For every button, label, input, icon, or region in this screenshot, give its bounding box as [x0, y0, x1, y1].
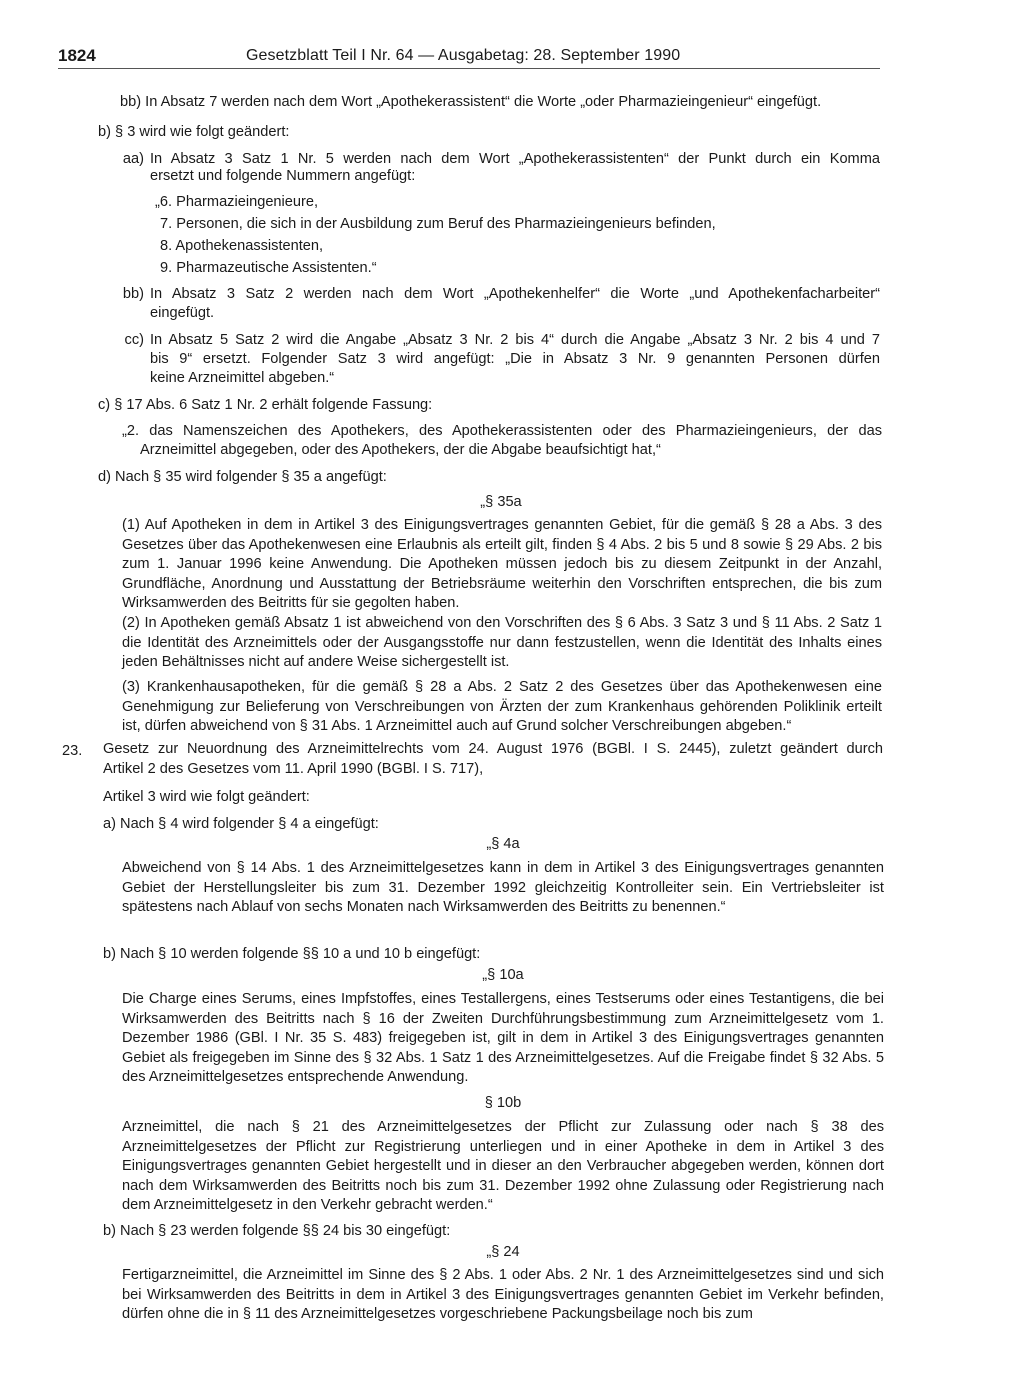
- list-item: 9. Pharmazeutische Assistenten.“: [160, 260, 377, 276]
- text-line: b) Nach § 10 werden folgende §§ 10 a und 10 b eingefügt:: [103, 946, 481, 962]
- list-item: 8. Apothekenassistenten,: [160, 238, 324, 254]
- text-line: d) Nach § 35 wird folgender § 35 a angefügt:: [98, 469, 387, 485]
- text-line: In Absatz 3 Satz 2 werden nach dem Wort „Apothekenhelfer“ die Worte „und Apothekenfacharbeiter“: [150, 286, 880, 302]
- page-number: 1824: [58, 46, 96, 65]
- paragraph: (2) In Apotheken gemäß Absatz 1 ist abweichend von den Vorschriften des § 6 Abs. 3 Satz 3 und § 11 Abs. 2 Satz 1 die Identität des Arzneimittels oder der Ausgangsstoffe nur dann festzustellen, wenn die Identität des Inhalts eines jeden Behältnisses nicht auf andere Weise sichergestellt ist.: [122, 615, 882, 671]
- item-label: cc): [124, 332, 144, 348]
- text-line: Artikel 3 wird wie folgt geändert:: [103, 789, 310, 805]
- text-line: „2. das Namenszeichen des Apothekers, des Apothekerassistenten oder des Pharmazieingenieurs, der das: [122, 423, 882, 439]
- text-line: bis 9“ ersetzt. Folgender Satz 3 wird angefügt: „Die in Absatz 3 Nr. 9 genannten Personen dürfen: [150, 351, 880, 367]
- section-heading: § 10b: [484, 1095, 522, 1111]
- paragraph: Fertigarzneimittel, die Arzneimittel im Sinne des § 2 Abs. 1 oder Abs. 2 Nr. 1 des Arzneimittelgesetzes sind und sich bei Wirksamwerden des Beitritts in dem in Artikel 3 des Einigungsvertrages genannten Gebiet im Verkehr befinden, dürfen ohne die in § 11 des Arzneimittelgesetzes vorgeschriebene Packungsbeilage noch bis zum: [122, 1267, 884, 1323]
- page-header: [58, 44, 880, 69]
- text-line: eingefügt.: [150, 305, 215, 321]
- list-item: 7. Personen, die sich in der Ausbildung zum Beruf des Pharmazieingenieurs befinden,: [160, 216, 716, 232]
- item-label: bb): [122, 286, 144, 302]
- section-heading: „§ 4a: [486, 836, 520, 852]
- text-line: In Absatz 5 Satz 2 wird die Angabe „Absatz 3 Nr. 2 bis 4“ durch die Angabe „Absatz 3 Nr. 2 bis 4 und 7: [150, 332, 880, 348]
- text-line: Gesetz zur Neuordnung des Arzneimittelrechts vom 24. August 1976 (BGBl. I S. 2445), zuletzt geändert durch: [103, 741, 883, 757]
- text-line: b) Nach § 23 werden folgende §§ 24 bis 30 eingefügt:: [103, 1223, 451, 1239]
- text-line: bb) In Absatz 7 werden nach dem Wort „Apothekerassistent“ die Worte „oder Pharmazieingenieur“ eingefügt.: [120, 94, 822, 110]
- text-line: Arzneimittel abgegeben, oder des Apothekers, der die Abgabe beaufsichtigt hat,“: [140, 442, 661, 458]
- list-item: „6. Pharmazieingenieure,: [155, 194, 319, 210]
- paragraph: (1) Auf Apotheken in dem in Artikel 3 des Einigungsvertrages genannten Gebiet, für die gemäß § 28 a Abs. 3 des Gesetzes über das Apothekenwesen eine Erlaubnis als erteilt gilt, finden § 4 Abs. 2 bis 5 und 8 sowie § 29 Abs. 2 bis zum 1. Januar 1996 keine Anwendung. Die Apotheken müssen jedoch bis zu diesem Zeitpunkt in der Anzahl, Grundfläche, Anordnung und Ausstattung der Betriebsräume weiterhin den Vorschriften entsprechen, die bis zum Wirksamwerden des Beitritts für sie gegolten haben.: [122, 517, 882, 612]
- section-heading: „§ 10a: [482, 967, 524, 983]
- item-label: aa): [122, 151, 144, 167]
- paragraph: Arzneimittel, die nach § 21 des Arzneimittelgesetzes der Pflicht zur Zulassung oder nach § 38 des Arzneimittelgesetzes der Pflicht zur Registrierung unterliegen und in einer Apotheke in dem in Artikel 3 des Einigungsvertrages genannten Gebiet hergestellt und in dieser an den Verbraucher abgegeben werden, können dort nach dem Wirksamwerden des Beitritts noch bis zum 31. Dezember 1992 ohne Zulassung oder Registrierung nach dem Arzneimittelgesetz in den Verkehr gebracht werden.“: [122, 1119, 884, 1214]
- text-line: In Absatz 3 Satz 1 Nr. 5 werden nach dem Wort „Apothekerassistenten“ der Punkt durch ein Komma: [150, 151, 880, 167]
- item-number: 23.: [62, 743, 83, 759]
- gazette-title: Gesetzblatt Teil I Nr. 64 — Ausgabetag: 28. September 1990: [246, 47, 681, 64]
- text-line: keine Arzneimittel abgeben.“: [150, 370, 335, 386]
- text-line: Artikel 2 des Gesetzes vom 11. April 1990 (BGBl. I S. 717),: [103, 761, 484, 777]
- text-line: b) § 3 wird wie folgt geändert:: [98, 124, 290, 140]
- section-heading: „§ 35a: [480, 494, 522, 510]
- section-heading: „§ 24: [486, 1244, 520, 1260]
- text-line: a) Nach § 4 wird folgender § 4 a eingefügt:: [103, 816, 379, 832]
- paragraph: Die Charge eines Serums, eines Impfstoffes, eines Testallergens, eines Testserums oder eines Testantigens, die bei Wirksamwerden des Beitritts nach § 16 der Zweiten Durchführungsbestimmung zum Arzneimittelgesetz vom 1. Dezember 1986 (GBl. I Nr. 35 S. 483) freigegeben ist, gilt in dem in Artikel 3 des Einigungsvertrages genannten Gebiet als freigegeben im Sinne des § 32 Abs. 1 Satz 1 des Arzneimittelgesetzes. Auf die Freigabe findet § 32 Abs. 5 des Arzneimittelgesetzes entsprechende Anwendung.: [122, 991, 884, 1086]
- text-line: c) § 17 Abs. 6 Satz 1 Nr. 2 erhält folgende Fassung:: [98, 397, 433, 413]
- text-line: ersetzt und folgende Nummern angefügt:: [150, 168, 416, 184]
- paragraph: (3) Krankenhausapotheken, für die gemäß § 28 a Abs. 2 Satz 2 des Gesetzes über das Apothekenwesen eine Genehmigung zur Belieferung von Verschreibungen von Ärzten der zum Krankenhaus gehörenden Poliklinik erteilt ist, dürfen abweichend von § 31 Abs. 1 Arzneimittel auch auf Grund solcher Verschreibungen abgeben.“: [122, 679, 882, 735]
- paragraph: Abweichend von § 14 Abs. 1 des Arzneimittelgesetzes kann in dem in Artikel 3 des Einigungsvertrages genannten Gebiet der Herstellungsleiter bis zum 31. Dezember 1992 gleichzeitig Kontrolleiter sein. Ein Vertriebsleiter ist spätestens nach Ablauf von sechs Monaten nach Wirksamwerden des Beitritts zu benennen.“: [122, 860, 884, 916]
